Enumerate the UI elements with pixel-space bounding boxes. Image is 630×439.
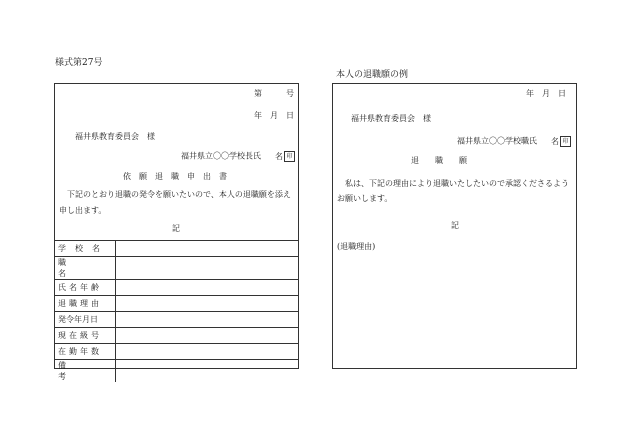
resignation-request-form — [54, 83, 299, 381]
form-title: 依 願 退 職 申 出 書 — [123, 172, 227, 181]
form-number: 様式第27号 — [55, 58, 103, 68]
row-value — [116, 360, 299, 383]
body-line-1: 私は、下記の理由により退職いたしたいので承認くださるよう — [345, 179, 569, 188]
sender-line — [457, 136, 571, 147]
sender-name: 福井県立〇〇学校長氏 — [181, 151, 261, 161]
table-row — [55, 257, 298, 280]
sender-line — [181, 151, 295, 162]
seal-stamp: 印 — [284, 151, 295, 162]
sender-name: 福井県立〇〇学校職氏 — [457, 136, 537, 146]
row-label-name-age: 氏名年齢 — [55, 280, 116, 296]
form-title: 退 職 願 — [411, 156, 467, 165]
row-value — [116, 328, 299, 344]
table-row — [55, 344, 298, 360]
name-label: 名 — [551, 136, 559, 146]
row-value — [116, 280, 299, 296]
date-line: 年 月 日 — [254, 111, 294, 120]
row-label-appointment-date: 発令年月日 — [55, 312, 116, 328]
row-label-position: 職名 — [55, 257, 116, 280]
addressee: 福井県教育委員会 様 — [351, 114, 431, 123]
table-row — [55, 296, 298, 312]
doc-number: 第 号 — [254, 89, 294, 98]
row-value — [116, 257, 299, 280]
body-line-2: お願いします。 — [337, 194, 393, 203]
table-row — [55, 241, 298, 257]
table-row — [55, 328, 298, 344]
table-row — [55, 280, 298, 296]
example-label: 本人の退職願の例 — [336, 70, 409, 80]
resignation-letter-form — [332, 83, 577, 369]
resignation-reason: (退職理由) — [337, 242, 376, 251]
row-value — [116, 344, 299, 360]
body-line-1: 下記のとおり退職の発令を願いたいので、本人の退職願を添え — [67, 190, 291, 199]
row-value — [116, 241, 299, 257]
row-label-service-years: 在勤年数 — [55, 344, 116, 360]
row-label-reason: 退職理由 — [55, 296, 116, 312]
details-table — [55, 240, 298, 382]
date-line: 年 月 日 — [526, 89, 566, 98]
addressee: 福井県教育委員会 様 — [75, 132, 155, 141]
ki-heading: 記 — [451, 221, 459, 230]
table-row — [55, 312, 298, 328]
row-label-remarks: 備考 — [55, 360, 116, 383]
row-value — [116, 296, 299, 312]
seal-stamp: 印 — [560, 136, 571, 147]
row-label-school: 学校名 — [55, 241, 116, 257]
ki-heading: 記 — [172, 224, 180, 233]
row-label-grade: 現在級号 — [55, 328, 116, 344]
table-row — [55, 360, 298, 383]
body-line-2: 申し出ます。 — [59, 206, 107, 215]
row-value — [116, 312, 299, 328]
name-label: 名 — [275, 151, 283, 161]
